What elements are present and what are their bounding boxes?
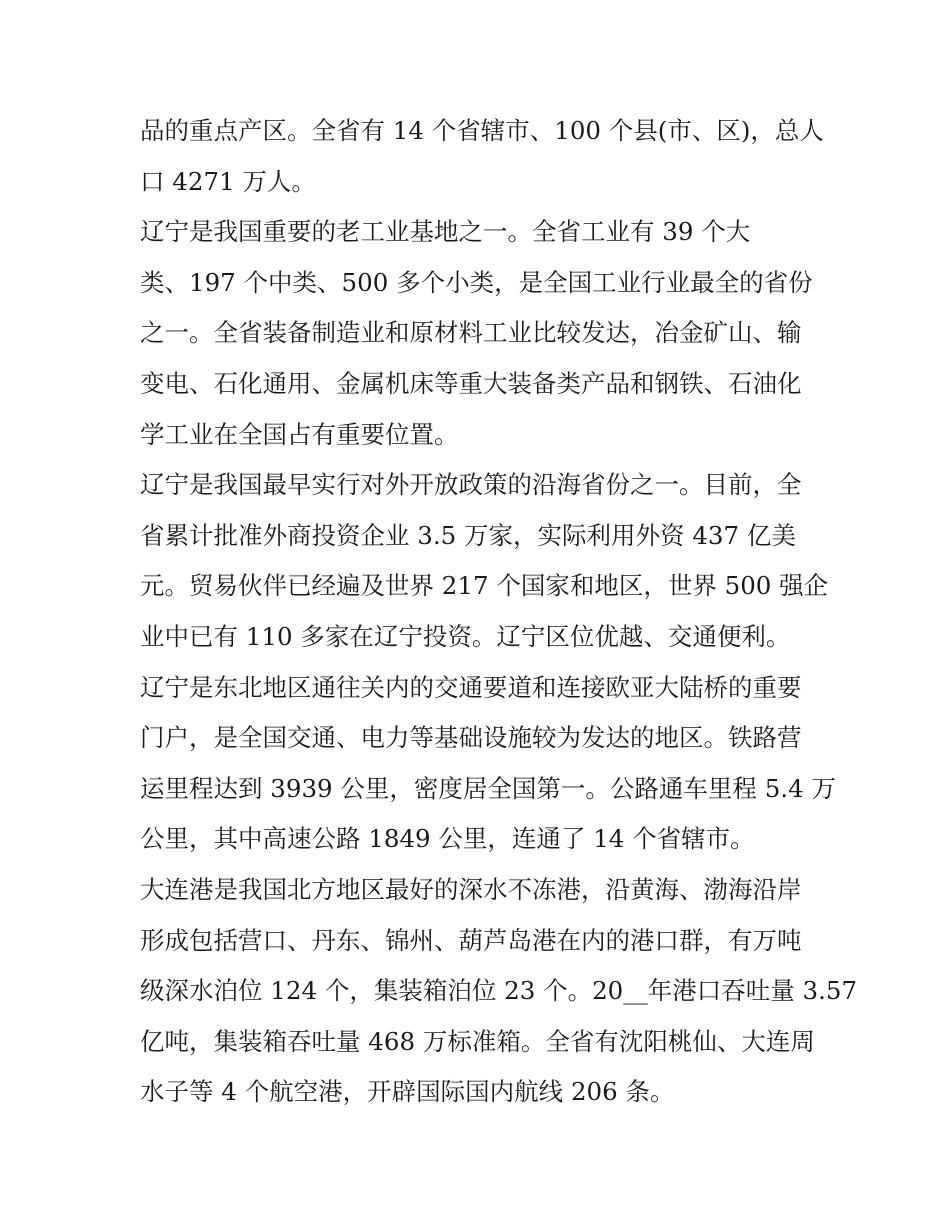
text-line: 辽宁是我国重要的老工业基地之一。全省工业有 39 个大 <box>140 217 751 247</box>
text-line: 亿吨，集装箱吞吐量 468 万标准箱。全省有沈阳桃仙、大连周 <box>140 1026 815 1056</box>
text-line: 学工业在全国占有重要位置。 <box>140 419 459 449</box>
text-line: 级深水泊位 124 个，集装箱泊位 23 个。20__年港口吞吐量 3.57 <box>140 976 858 1006</box>
text-line: 之一。全省装备制造业和原材料工业比较发达，冶金矿山、输 <box>140 318 802 348</box>
text-line: 水子等 4 个航空港，开辟国际国内航线 206 条。 <box>140 1077 675 1107</box>
text-line: 业中已有 110 多家在辽宁投资。辽宁区位优越、交通便利。 <box>140 621 791 651</box>
text-line: 类、197 个中类、500 多个小类，是全国工业行业最全的省份 <box>140 267 813 297</box>
text-line: 形成包括营口、丹东、锦州、葫芦岛港在内的港口群，有万吨 <box>140 925 802 955</box>
text-line: 变电、石化通用、金属机床等重大装备类产品和钢铁、石油化 <box>140 368 802 398</box>
document-body-text <box>140 106 858 1118</box>
text-line: 门户，是全国交通、电力等基础设施较为发达的地区。铁路营 <box>140 723 802 753</box>
text-line: 辽宁是我国最早实行对外开放政策的沿海省份之一。目前，全 <box>140 470 802 500</box>
text-line: 运里程达到 3939 公里，密度居全国第一。公路通车里程 5.4 万 <box>140 773 836 803</box>
text-line: 公里，其中高速公路 1849 公里，连通了 14 个省辖市。 <box>140 824 755 854</box>
text-line: 大连港是我国北方地区最好的深水不冻港，沿黄海、渤海沿岸 <box>140 874 802 904</box>
text-line: 元。贸易伙伴已经遍及世界 217 个国家和地区，世界 500 强企 <box>140 571 829 601</box>
text-line: 辽宁是东北地区通往关内的交通要道和连接欧亚大陆桥的重要 <box>140 672 802 702</box>
text-line: 品的重点产区。全省有 14 个省辖市、100 个县(市、区)，总人 <box>140 116 824 145</box>
text-line: 口 4271 万人。 <box>140 166 316 196</box>
text-line: 省累计批准外商投资企业 3.5 万家，实际利用外资 437 亿美 <box>140 520 796 550</box>
